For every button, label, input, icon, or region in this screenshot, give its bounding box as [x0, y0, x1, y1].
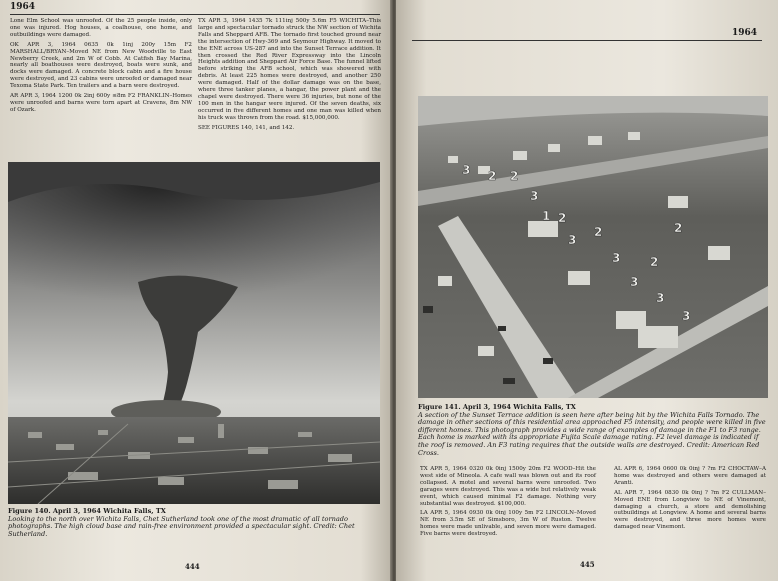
right-header-rule	[412, 40, 762, 41]
right-page-header-year: 1964	[732, 28, 758, 38]
left-page-header-year: 1964	[10, 2, 36, 12]
see-figures-note: SEE FIGURES 140, 141, and 142.	[198, 124, 295, 131]
fujita-marker: 2	[558, 211, 567, 225]
right-page	[396, 0, 778, 581]
figure-140-title: Figure 140. April 3, 1964 Wichita Falls, TX	[8, 507, 166, 515]
fujita-marker: 3	[630, 275, 639, 289]
fujita-marker: 3	[530, 189, 539, 203]
fujita-marker: 3	[656, 291, 665, 305]
right-page-number: 445	[580, 560, 595, 569]
entry-al-choctaw: AL APR 6, 1964 0600 0k 0inj ? ?m F2 CHOCTAW–A home was destroyed and others were damaged at Aranti.	[614, 466, 766, 486]
aerial-damage-photo	[418, 96, 768, 398]
fujita-marker: 1	[542, 209, 551, 223]
fujita-marker: 3	[682, 309, 691, 323]
entry-ok-marshall: OK APR 3, 1964 0635 0k 1inj 200y 15m F2 MARSHALL/BRYAN–Moved NE from New Woodville to East Newberry Creek, and 2m W of Cobb. At Catfish Bay Marina, nearly all boathouses were destroyed, boats were sunk, and docks were damaged. A concrete block cabin and a fire house were destroyed, and 23 cabins were unroofed or damaged near Texoma State Park. Ten trailers and a barn were destroyed.	[10, 41, 192, 90]
right-text-column-2	[614, 466, 766, 534]
left-page-number: 444	[185, 562, 200, 571]
figure-141-text: A section of the Sunset Terrace addition is seen here after being hit by the Wichita Falls Tornado. The damage in other sections of this residential area approached F5 intensity, and people were killed in five different homes. This photograph provides a wide range of examples of damage in the F1 to F3 range. Each home is marked with its appropriate Fujita Scale damage rating. F2 level damage is indicated if the roof is removed. An F3 rating requires that the outside walls are destroyed. Credit: American Red Cross.	[418, 410, 766, 457]
figure-140-text: Looking to the north over Wichita Falls, Chet Sutherland took one of the most dramatic of all tornado photographs. The high cloud base and rain-free environment provided a spectacular sight. Credit: Chet Sutherland.	[8, 514, 355, 538]
fujita-marker: 2	[510, 169, 519, 183]
entry-al-cullman: AL APR 7, 1964 0830 0k 0inj ? ?m F2 CULLMAN–Moved ENE from Longview to NE of Vinemont, damaging a church, a store and demolishing outbuildings at Longview. A home and several barns were destroyed, and three more homes were damaged near Vinemont.	[614, 489, 766, 531]
fujita-marker: 2	[594, 225, 603, 239]
entry-tx-wichita: TX APR 3, 1964 1435 7k 111inj 500y 5.6m F5 WICHITA–This large and spectacular tornado struck the NW section of Wichita Falls and Sheppard AFB. The tornado first touched ground near the intersection of Hwy-369 and Seymour Highway. It moved to the ENE across US-287 and into the Sunset Terrace addition. It then crossed the Red River Expressway into the Lincoln Heights addition and Sheppard Air Force Base. The funnel lifted before striking the AFB school, which was showered with debris. At least 225 homes were destroyed, and another 250 were damaged. Half of the dollar damage was on the base, where three tanker planes, a hangar, the power plant and the chapel were destroyed. There were 36 injuries, but none of the 100 men in the hangar were injured. Of the seven deaths, six occurred in five different homes and one man was killed when his truck was thrown from the road. $15,000,000.	[198, 18, 381, 121]
right-text-column-1	[420, 466, 596, 541]
figure-141-caption	[418, 404, 768, 457]
fujita-marker: 2	[488, 169, 497, 183]
figure-140-caption	[8, 508, 380, 538]
entry-tx-wood: TX APR 5, 1964 0320 0k 0inj 1500y 20m F2 WOOD–Hit the west side of Mineola. A cafe wall was blown out and its roof collapsed. A motel and several barns were unroofed. Two garages were destroyed. This was a wide but relatively weak event, which caused minimal F2 damage. Nothing very substantial was destroyed. $100,000.	[420, 466, 596, 507]
fujita-marker: 2	[674, 221, 683, 235]
tornado-photo	[8, 162, 380, 504]
left-text-column-1	[10, 18, 192, 117]
left-text-column-2	[198, 18, 381, 135]
entry-lone-elm: Lone Elm School was unroofed. Of the 25 people inside, only one was injured. Hog houses, a coalhouse, one home, and outbuildings were damaged.	[10, 18, 192, 38]
fujita-marker: 3	[462, 163, 471, 177]
entry-ar-franklin: AR APR 3, 1964 1200 0k 2inj 600y ≤8m F2 FRANKLIN–Homes were unroofed and barns were torn apart at Cravens, 8m NW of Ozark.	[10, 93, 192, 113]
fujita-marker: 3	[612, 251, 621, 265]
figure-141-title: Figure 141. April 3, 1964 Wichita Falls, TX	[418, 403, 576, 411]
fujita-marker: 3	[568, 233, 577, 247]
entry-la-lincoln: LA APR 5, 1964 0930 0k 0inj 100y 5m F2 LINCOLN–Moved NE from 3.5m SE of Simsboro, 3m W of Ruston. Twelve homes were made unlivable, and seven more were damaged. Five barns were destroyed.	[420, 510, 596, 538]
fujita-marker: 2	[650, 255, 659, 269]
left-header-rule	[10, 14, 380, 15]
